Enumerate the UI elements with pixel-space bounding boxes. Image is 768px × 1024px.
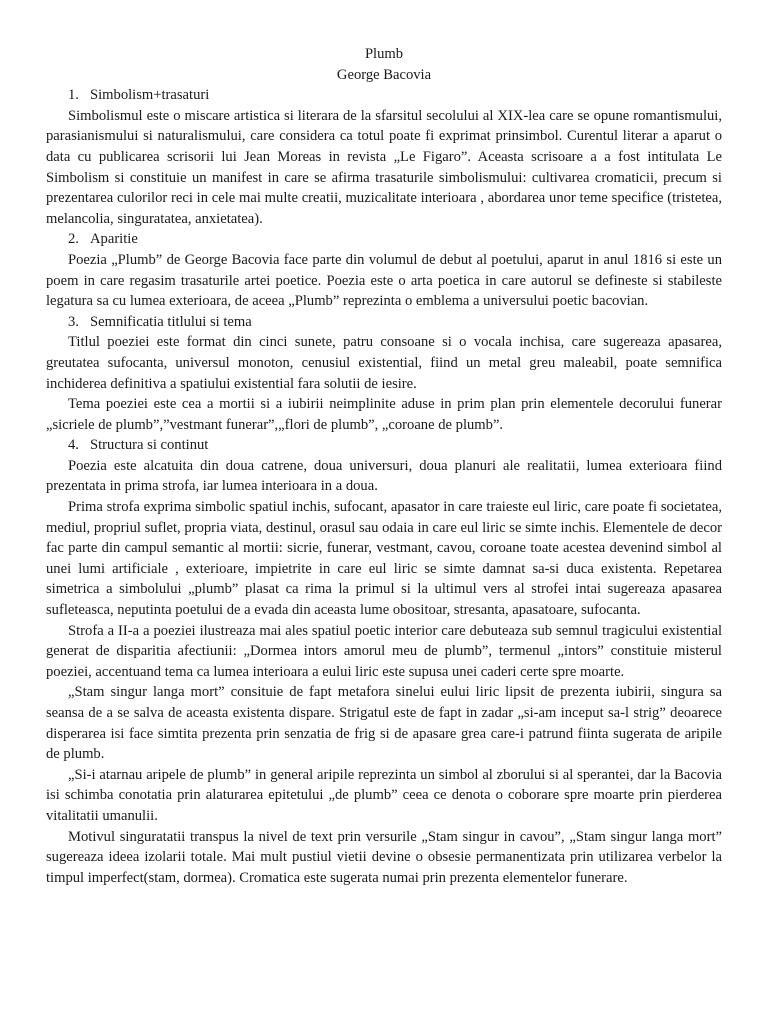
section-number: 1. — [68, 87, 79, 104]
paragraph: Motivul singuratatii transpus la nivel de text prin versurile „Stam singur in cavou”, „Stam singur langa mort” sugereaza ideea izolarii totale. Mai mult pustiul vietii devine o obsesie permanentizata prin utilizarea verbelor la timpul imperfect(stam, dormea). Cromatica este sugerata numai prin prezenta elementelor funerare. — [46, 828, 722, 886]
section-number: 3. — [68, 313, 79, 330]
section-heading — [46, 312, 722, 333]
section-heading — [46, 229, 722, 250]
paragraph: Poezia este alcatuita din doua catrene, doua universuri, doua planuri ale realitatii, lumea exterioara fiind prezentata in prima strofa, iar lumea interioara in a doua. — [46, 457, 722, 495]
paragraph: Prima strofa exprima simbolic spatiul inchis, sufocant, apasator in care traieste eul liric, care poate fi societatea, mediul, propriul suflet, propria viata, destinul, orasul sau odaia in care eul liric se simte inchis. Elementele de decor fac parte din campul semantic al mortii: sicrie, funerar, vestmant, cavou, coroane toate acestea devenind simbol al unei lumi artificiale , exterioare, impietrite in care eul liric se simte damnat sa-si duca existenta. Repetarea simetrica a simbolului „plumb” plasat ca rima la primul si la ultimul vers al strofei intai sugereaza apasarea sufleteasca, neputinta poetului de a evada din aceasta lume obositoar, stresanta, apasatoare, sufocanta. — [46, 499, 722, 619]
document-author: George Bacovia — [336, 66, 432, 83]
section-number: 4. — [68, 437, 79, 454]
paragraph: „Si-i atarnau aripele de plumb” in general aripile reprezinta un simbol al zborului si al sperantei, dar la Bacovia isi schimba conotatia prin alaturarea epitetului „de plumb” ceea ce denota o coborare spre moarte prin pierderea vitalitatii umanulii. — [46, 766, 722, 824]
document-title: Plumb — [364, 46, 404, 62]
paragraph: Tema poeziei este cea a mortii si a iubirii neimplinite aduse in prim plan prin elementele decorului funerar „sicriele de plumb”,”vestmant funerar”,„flori de plumb”, „coroane de plumb”. — [46, 396, 722, 433]
section-heading-text: Aparitie — [90, 231, 138, 248]
section-heading — [46, 85, 722, 106]
document-page — [46, 44, 722, 888]
paragraph: Strofa a II-a a poeziei ilustreaza mai ales spatiul poetic interior care debuteaza sub semnul tragicului existential generat de disparitia afectiunii: „Dormea intors amorul meu de plumb”, termenul „intors” constituie misterul poeziei, accentuand tema ca lumea interioara a eului liric este supusa unei caderi certe spre moarte. — [46, 622, 722, 680]
paragraph: „Stam singur langa mort” consituie de fapt metafora sinelui eului liric lipsit de prezenta iubirii, singura sa seansa de a se salva de aceasta existenta dispare. Strigatul este de fapt in zadar „si-am inceput sa-l strig” deoarece disperarea isi face simtita prezenta prin senzatia de frig si de apasare grea care-i patrund fiinta sugerata de aripile de plumb. — [46, 684, 722, 763]
paragraph: Poezia „Plumb” de George Bacovia face parte din volumul de debut al poetului, aparut in anul 1816 si este un poem in care regasim trasaturile artei poetice. Poezia este o arta poetica in care autorul se defineste si stabileste legatura sa cu lumea exterioara, de aceea „Plumb” reprezinta o emblema a universului poetic bacovian. — [46, 251, 722, 310]
section-number: 2. — [68, 231, 79, 248]
section-heading-text: Simbolism+trasaturi — [90, 87, 210, 104]
section-heading-text: Semnificatia titlului si tema — [90, 313, 252, 330]
section-heading — [46, 435, 722, 456]
paragraph: Simbolismul este o miscare artistica si literara de la sfarsitul secolului al XIX-lea care se opune romantismului, parasianismului si naturalismului, care considera ca totul poate fi exprimat prinsimbol. Curentul literar a aparut o data cu publicarea scrisorii lui Jean Moreas in revista „Le Figaro”. Aceasta scrisoare a a fost intitulata Le Simbolism si constituie un manifest in care se afirma trasaturile simbolismului: cultivarea cromaticii, precum si prezentarea culorilor reci in cele mai multe creatii, muzicalitate interioara , abordarea unor teme specifice (tristetea, melancolia, singuratatea, anxietatea). — [46, 107, 722, 227]
paragraph: Titlul poeziei este format din cinci sunete, patru consoane si o vocala inchisa, care sugereaza apasarea, greutatea sufocanta, universul monoton, cenusiul existential, fiind un metal greu maleabil, poate semnifica inchiderea definitiva a spatiului existential fara solutii de iesire. — [46, 334, 722, 392]
section-heading-text: Structura si continut — [90, 437, 209, 454]
